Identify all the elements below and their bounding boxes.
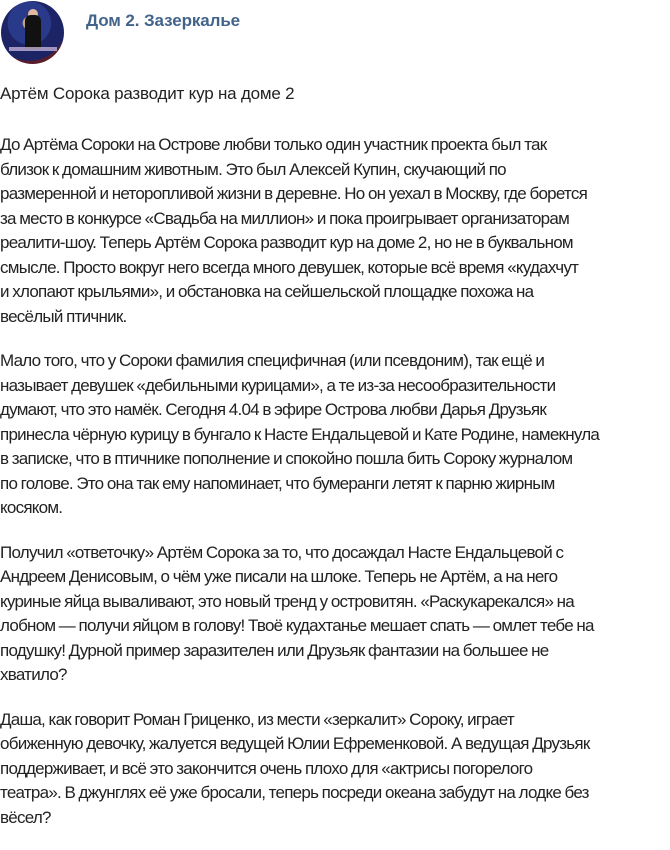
group-avatar[interactable] bbox=[1, 1, 64, 64]
post-paragraph bbox=[0, 349, 670, 521]
paragraph-line: Даша, как говорит Роман Гриценко, из мести «зеркалит» Сороку, играет bbox=[0, 709, 514, 729]
paragraph-line: по голове. Это она так ему напоминает, что бумеранги летят к парню жирным bbox=[0, 473, 555, 493]
paragraph-line: реалити-шоу. Теперь Артём Сорока разводит кур на доме 2, но не в буквальном bbox=[0, 233, 573, 252]
paragraph-line: Получил «ответочку» Артём Сорока за то, что досаждал Насте Ендальцевой с bbox=[0, 542, 564, 562]
paragraph-line: размеренной и неторопливой жизни в деревне. Но он уехал в Москву, где борется bbox=[0, 184, 588, 203]
paragraph-line: думают, что это намёк. Сегодня 4.04 в эфире Острова любви Дарья Друзьяк bbox=[0, 400, 547, 419]
paragraph-line: обиженную девочку, жалуется ведущей Юлии Ефременковой. А ведущая Друзьяк bbox=[0, 734, 590, 753]
paragraph-line: Мало того, что у Сороки фамилия специфичная (или псевдоним), так ещё и bbox=[0, 351, 545, 370]
paragraph-line: за место в конкурсе «Свадьба на миллион» и пока проигрывает организаторам bbox=[0, 208, 570, 228]
paragraph-line: и хлопают крыльями», и обстановка на сейшельской площадке похожа на bbox=[0, 282, 534, 301]
avatar-logo-text bbox=[9, 47, 57, 51]
post-title: Артём Сорока разводит кур на доме 2 bbox=[0, 84, 295, 103]
paragraph-line: вёсел? bbox=[0, 807, 51, 827]
paragraph-line: подушку! Дурной пример заразителен или Друзьяк фантазии на большее не bbox=[0, 640, 549, 660]
post-header bbox=[0, 0, 670, 66]
paragraph-line: поддерживает, и всё это закончится очень плохо для «актрисы погорелого bbox=[0, 758, 533, 778]
paragraph-line: театра». В джунглях её уже бросали, теперь посреди океана забудут на лодке без bbox=[0, 783, 589, 802]
paragraph-line: весёлый птичник. bbox=[0, 306, 127, 326]
paragraph-line: куриные яйца вываливают, это новый тренд у островитян. «Раскукарекался» на bbox=[0, 591, 575, 611]
paragraph-line: До Артёма Сороки на Острове любви только один участник проекта был так bbox=[0, 135, 547, 154]
avatar-figure bbox=[25, 15, 41, 49]
post-paragraph bbox=[0, 708, 670, 831]
paragraph-line: смысле. Просто вокруг него всегда много девушек, которые всё время «кудахчут bbox=[0, 257, 579, 277]
paragraph-line: Андреем Денисовым, о чём уже писали на шлоке. Теперь не Артём, а на него bbox=[0, 567, 558, 586]
paragraph-line: называет девушек «дебильными курицами», а те из-за несообразительности bbox=[0, 375, 556, 395]
post-body bbox=[0, 133, 670, 850]
paragraph-line: принесла чёрную курицу в бунгало к Насте Ендальцевой и Кате Родине, намекнула bbox=[0, 424, 600, 444]
group-name-link[interactable]: Дом 2. Зазеркалье bbox=[86, 11, 241, 30]
paragraph-line: косяком. bbox=[0, 498, 63, 517]
paragraph-line: близок к домашним животным. Это был Алексей Купин, скучающий по bbox=[0, 159, 506, 179]
paragraph-line: хватило? bbox=[0, 665, 67, 684]
paragraph-line: лобном — получи яйцом в голову! Твоё кудахтанье мешает спать — омлет тебе на bbox=[0, 616, 594, 635]
paragraph-line: в записке, что в птичнике пополнение и спокойно пошла бить Сороку журналом bbox=[0, 449, 573, 468]
post-paragraph bbox=[0, 541, 670, 688]
post-paragraph bbox=[0, 133, 670, 329]
